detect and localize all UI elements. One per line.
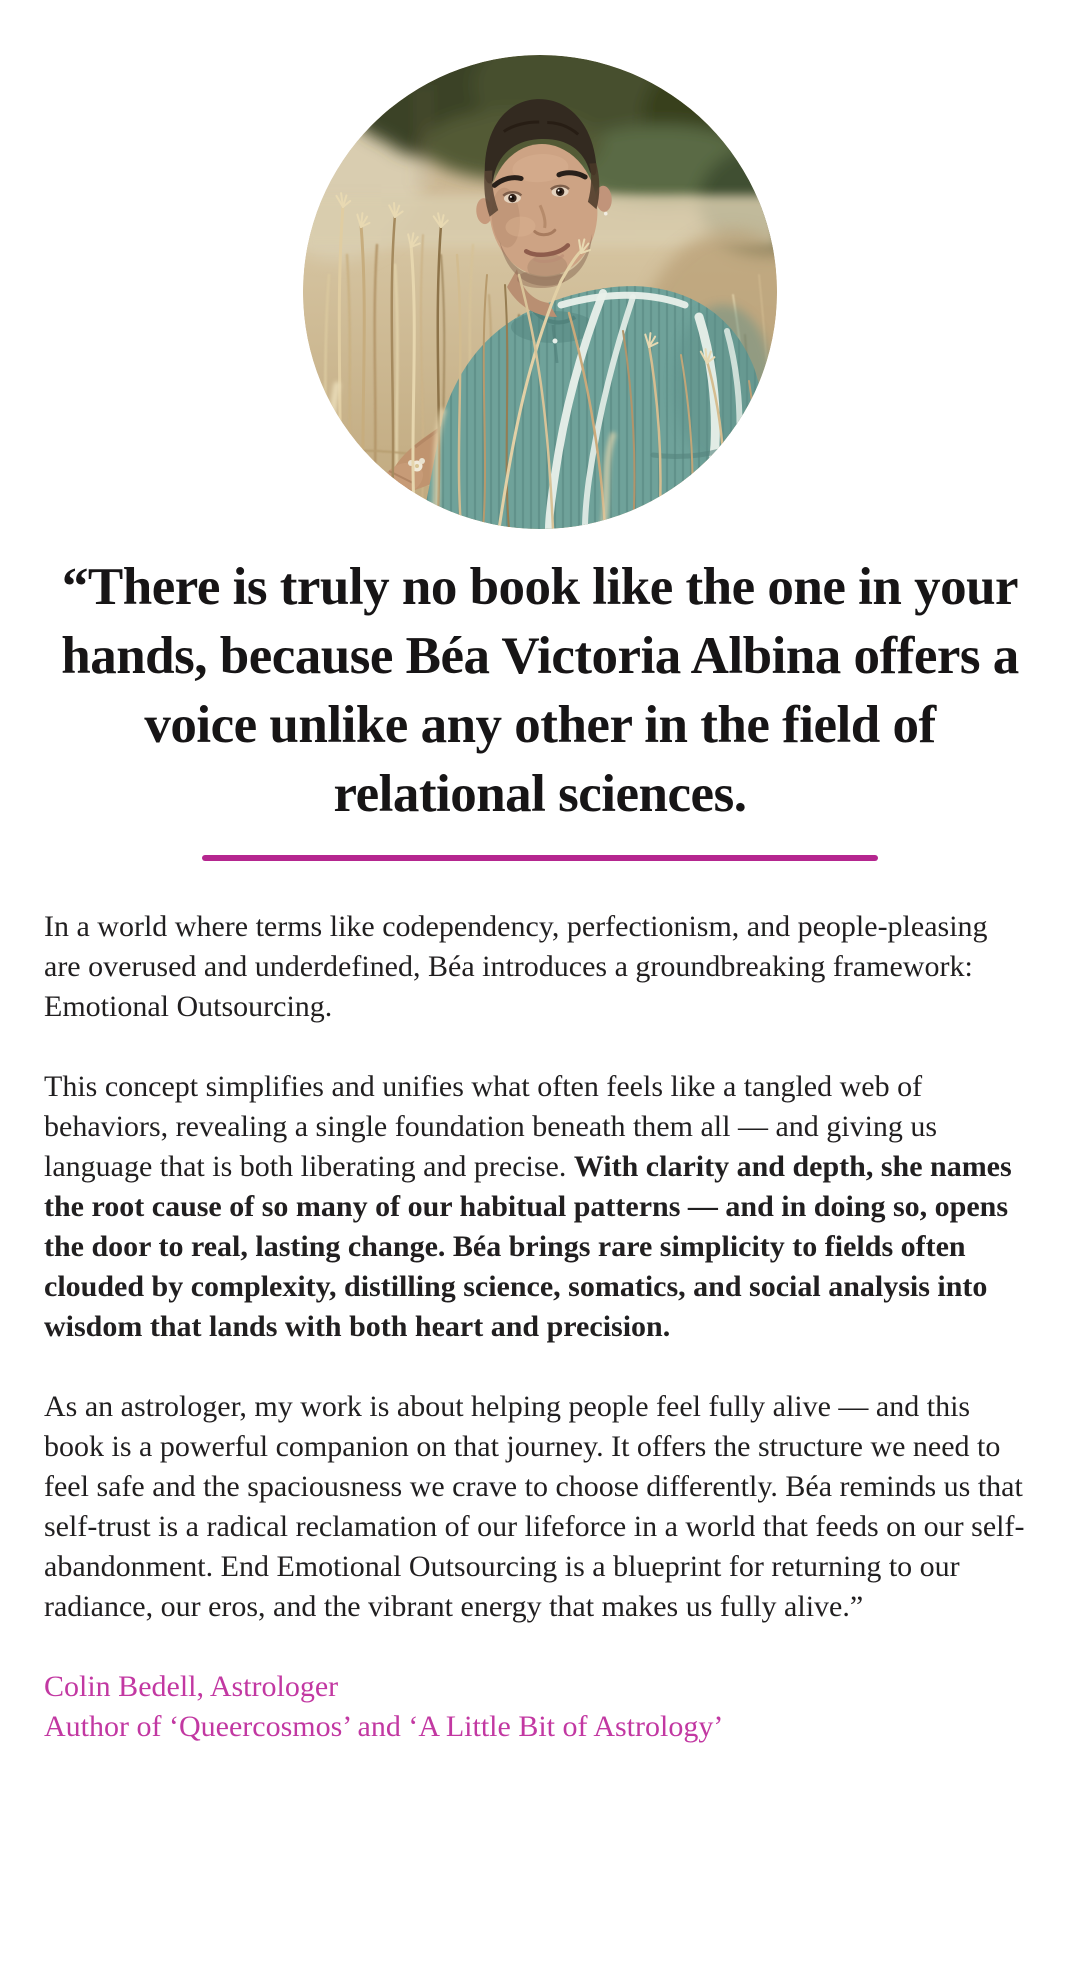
paragraph-1-text: In a world where terms like codependency, perfectionism, and people-pleasing are overused and underdefined, Béa introduces a groundbreaking framework: Emotional Outsourcing.	[44, 910, 988, 1023]
paragraph-3-text: As an astrologer, my work is about helping people feel fully alive — and this book is a powerful companion on that journey. It offers the structure we need to feel safe and the spaciousness we crave to choose differently. Béa reminds us that self-trust is a radical reclamation of our lifeforce in a world that feeds on our self-abandonment. End Emotional Outsourcing is a blueprint for returning to our radiance, our eros, and the vibrant energy that makes us fully alive.”	[44, 1390, 1025, 1623]
paragraph-1	[44, 907, 1028, 1027]
portrait-photo	[303, 55, 777, 529]
paragraph-2-bold-text: With clarity and depth, she names the root cause of so many of our habitual patterns — and in doing so, opens the door to real, lasting change. Béa brings rare simplicity to fields often clouded by complexity, distilling science, somatics, and social analysis into wisdom that lands with both heart and precision.	[44, 1150, 1012, 1343]
testimonial-body	[44, 907, 1028, 1627]
portrait-photo-graphic	[303, 55, 777, 529]
attribution-title: Author of ‘Queercosmos’ and ‘A Little Bit of Astrology’	[44, 1710, 724, 1743]
attribution-name: Colin Bedell, Astrologer	[44, 1670, 339, 1703]
attribution	[44, 1667, 1028, 1747]
accent-divider	[202, 855, 878, 861]
paragraph-3	[44, 1387, 1028, 1627]
testimonial-page	[0, 55, 1080, 1975]
testimonial-quote-headline: “There is truly no book like the one in your hands, because Béa Victoria Albina offers a voice unlike any other in the field of relational sciences.	[61, 558, 1019, 823]
paragraph-2	[44, 1067, 1028, 1347]
paragraph-2-text: This concept simplifies and unifies what often feels like a tangled web of behaviors, revealing a single foundation beneath them all — and giving us language that is both liberating and precise.	[44, 1070, 938, 1183]
